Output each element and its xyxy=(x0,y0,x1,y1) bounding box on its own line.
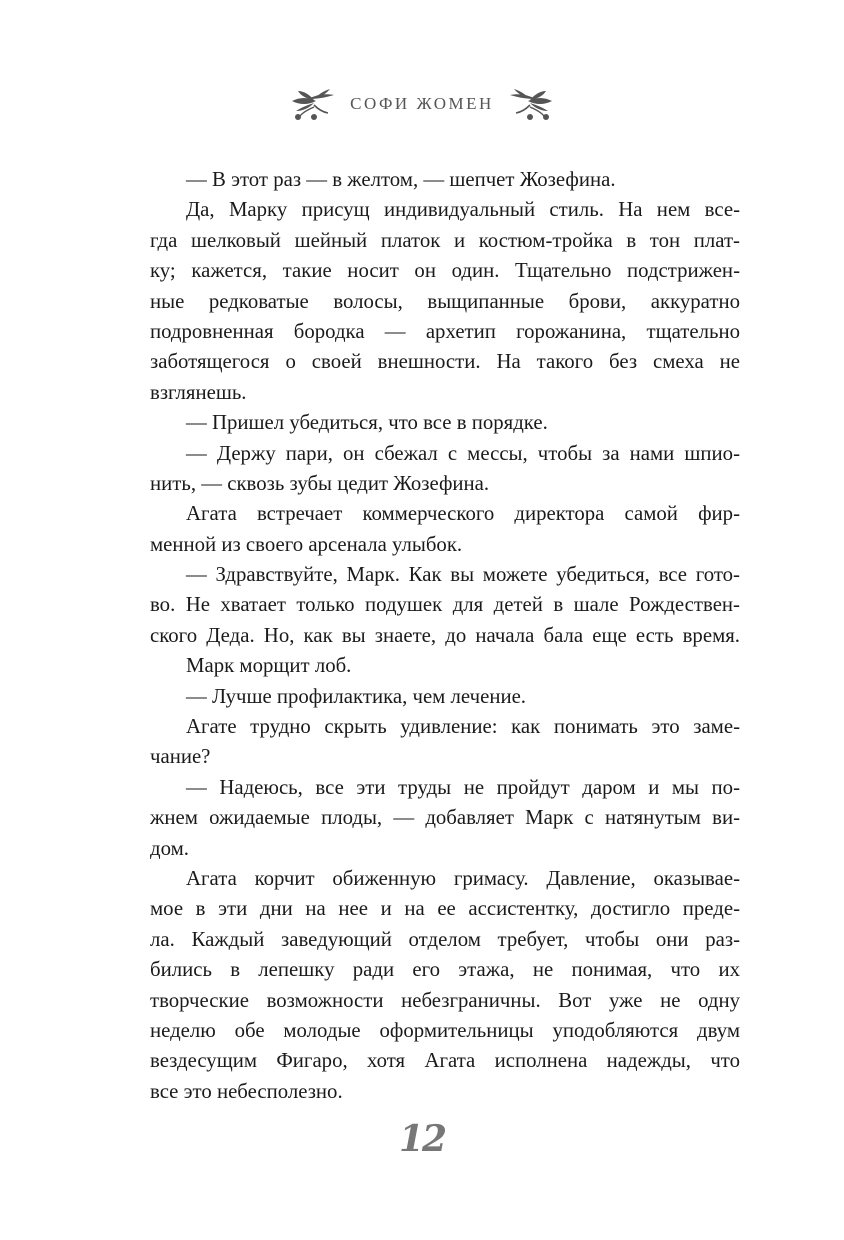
text-line: подровненная бородка — архетип горожанина, тщательно xyxy=(150,319,740,343)
text-line: взглянешь. xyxy=(150,380,247,404)
leaf-branch-icon xyxy=(508,85,554,125)
text-line: — Пришел убедиться, что все в порядке. xyxy=(186,411,548,435)
text-line: мое в эти дни на нее и на ее ассистентку, достигло преде- xyxy=(150,897,740,921)
text-line: гда шелковый шейный платок и костюм-тройка в тон плат- xyxy=(150,228,740,252)
text-line: во. Не хватает только подушек для детей в шале Рождествен- xyxy=(150,593,740,617)
text-line: — Лучше профилактика, чем лечение. xyxy=(186,684,527,708)
text-line: ные редковатые волосы, выщипанные брови, аккуратно xyxy=(150,289,740,313)
running-header xyxy=(0,80,844,130)
running-header-author: СОФИ ЖОМЕН xyxy=(350,93,494,113)
leaf-branch-icon xyxy=(290,85,336,125)
text-line: ку; кажется, такие носит он один. Тщательно подстрижен- xyxy=(150,259,740,283)
text-line: бились в лепешку ради его этажа, не понимая, что их xyxy=(150,958,740,982)
text-line: все это небесполезно. xyxy=(150,1079,343,1103)
text-line: — Держу пари, он сбежал с мессы, чтобы за нами шпио- xyxy=(186,441,740,465)
text-line: вездесущим Фигаро, хотя Агата исполнена надежды, что xyxy=(150,1049,740,1073)
text-line: ла. Каждый заведующий отделом требует, чтобы они раз- xyxy=(150,927,740,951)
text-line: Агата корчит обиженную гримасу. Давление, оказывае- xyxy=(186,866,740,890)
body-text xyxy=(150,165,740,1107)
text-line: Агата встречает коммерческого директора самой фир- xyxy=(186,502,740,526)
text-line: ского Деда. Но, как вы знаете, до начала бала еще есть время. xyxy=(150,623,740,647)
text-line: Марк морщит лоб. xyxy=(186,654,352,678)
text-line: творческие возможности небезграничны. Вот уже не одну xyxy=(150,988,740,1012)
text-line: неделю обе молодые оформительницы уподобляются двум xyxy=(150,1018,740,1042)
text-line: Да, Марку присущ индивидуальный стиль. На нем все- xyxy=(186,198,740,222)
text-line: менной из своего арсенала улыбок. xyxy=(150,532,463,556)
text-line: — В этот раз — в желтом, — шепчет Жозефина. xyxy=(186,168,616,191)
text-line: дом. xyxy=(150,836,189,860)
text-line: нить, — сквозь зубы цедит Жозефина. xyxy=(150,471,490,495)
text-line: жнем ожидаемые плоды, — добавляет Марк с натянутым ви- xyxy=(150,806,740,830)
text-line: заботящегося о своей внешности. На такого без смеха не xyxy=(150,350,740,374)
text-line: Агате трудно скрыть удивление: как понимать это заме- xyxy=(186,715,740,739)
page-number: 12 xyxy=(398,1118,446,1160)
text-line: чание? xyxy=(150,745,211,769)
text-line: — Здравствуйте, Марк. Как вы можете убедиться, все гото- xyxy=(186,563,740,587)
text-line: — Надеюсь, все эти труды не пройдут даром и мы по- xyxy=(186,775,740,799)
